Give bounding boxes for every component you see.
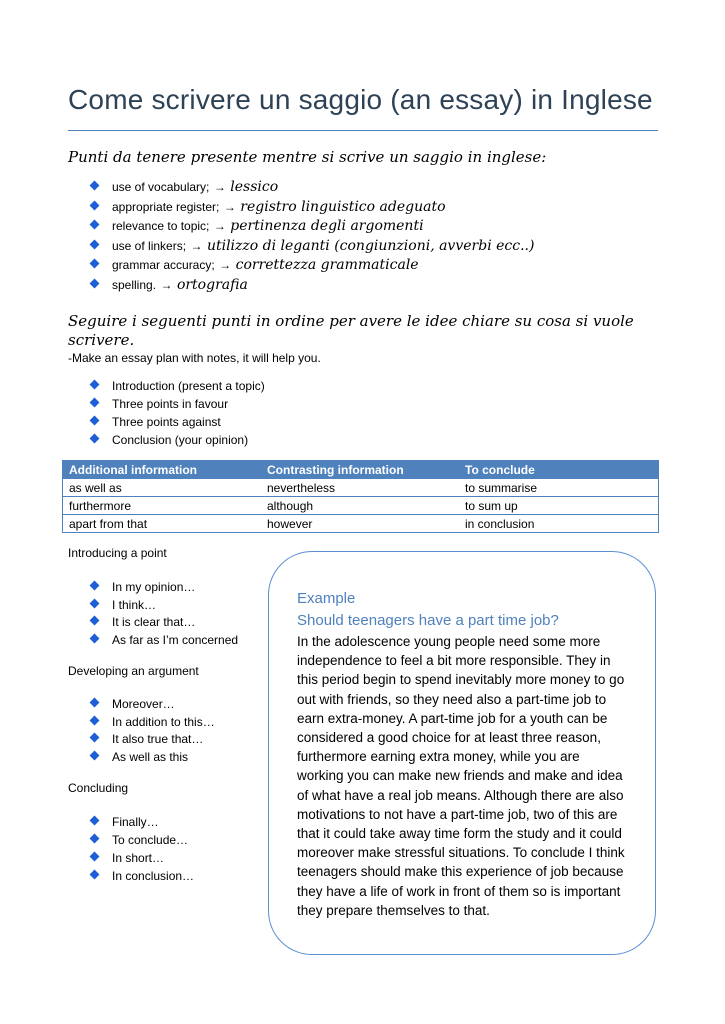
bullet-diamond-icon (90, 733, 100, 743)
table-header-row (63, 461, 659, 479)
bullet-diamond-icon (90, 259, 100, 269)
plan-list (68, 377, 265, 449)
list-item: grammar accuracy; → correttezza grammaticale (68, 256, 534, 276)
list-item: In short… (68, 849, 194, 867)
text-line: they prepare themselves to that. (297, 902, 490, 918)
list-item: Finally… (68, 813, 194, 831)
bullet-diamond-icon (90, 816, 100, 826)
example-question: Should teenagers have a part time job? (297, 612, 559, 629)
bullet-diamond-icon (90, 616, 100, 626)
list-item: It is clear that… (68, 613, 238, 631)
developing-label: Developing an argument (68, 664, 199, 678)
table-row (63, 515, 659, 533)
text-line: out with friends, so they need also a part-time job to (297, 691, 607, 707)
list-item: Conclusion (your opinion) (68, 431, 265, 449)
list-item: As far as I’m concerned (68, 631, 238, 649)
text-line: they have a life of work in front of them so is important (297, 883, 621, 899)
list-item: use of vocabulary; → lessico (68, 178, 534, 198)
bullet-diamond-icon (90, 398, 100, 408)
column-header: Contrasting information (261, 461, 459, 479)
table-row (63, 497, 659, 515)
bullet-diamond-icon (90, 220, 100, 230)
bullet-diamond-icon (90, 870, 100, 880)
developing-list (68, 695, 215, 765)
list-item: In my opinion… (68, 578, 238, 596)
arrow-right-icon: → (190, 238, 203, 253)
list-item: As well as this (68, 748, 215, 766)
text-line: earn extra-money. A part-time job for a youth can be (297, 710, 608, 726)
table-cell: to sum up (459, 497, 659, 515)
bullet-diamond-icon (90, 181, 100, 191)
arrow-right-icon: → (160, 277, 173, 292)
table-cell: although (261, 497, 459, 515)
list-item: Three points against (68, 413, 265, 431)
list-item: In addition to this… (68, 713, 215, 731)
section2-heading-line2: scrivere. (68, 331, 135, 349)
text-line: independence to feel a bit more responsible. They in (297, 653, 611, 669)
table-cell: in conclusion (459, 515, 659, 533)
list-item: In conclusion… (68, 867, 194, 885)
text-line: that it could take away time form the study and it could (297, 826, 622, 842)
table-cell: nevertheless (261, 479, 459, 497)
text-line: working you can make new friends and make and idea (297, 768, 623, 784)
arrow-right-icon: → (223, 199, 236, 214)
bullet-diamond-icon (90, 852, 100, 862)
list-item: appropriate register; → registro linguistico adeguato (68, 198, 534, 218)
linkers-table (62, 460, 659, 533)
text-line: considered a good choice for at least three reason, (297, 730, 601, 746)
concluding-label: Concluding (68, 781, 129, 795)
bullet-diamond-icon (90, 380, 100, 390)
introducing-label: Introducing a point (68, 546, 167, 560)
list-item: Introduction (present a topic) (68, 377, 265, 395)
table-cell: as well as (63, 479, 262, 497)
bullet-diamond-icon (90, 278, 100, 288)
introducing-list (68, 578, 238, 648)
bullet-diamond-icon (90, 581, 100, 591)
concluding-list (68, 813, 194, 885)
section2-heading-line1: Seguire i seguenti punti in ordine per avere le idee chiare su cosa si vuole (68, 312, 634, 330)
list-item: I think… (68, 596, 238, 614)
arrow-right-icon: → (213, 180, 226, 194)
section1-heading: Punti da tenere presente mentre si scrive un saggio in inglese: (68, 148, 547, 166)
criteria-list (68, 178, 534, 295)
list-item: spelling. → ortografia (68, 276, 534, 296)
text-line: teenagers should make this experience of job because (297, 864, 624, 880)
text-line: moreover make stressful situations. To conclude I think (297, 845, 625, 861)
arrow-right-icon: → (213, 219, 226, 233)
table-cell: furthermore (63, 497, 262, 515)
table-cell: apart from that (63, 515, 262, 533)
bullet-diamond-icon (90, 633, 100, 643)
bullet-diamond-icon (90, 239, 100, 249)
bullet-diamond-icon (90, 434, 100, 444)
list-item: relevance to topic; → pertinenza degli argomenti (68, 217, 534, 237)
list-item: To conclude… (68, 831, 194, 849)
essay-plan-note: -Make an essay plan with notes, it will help you. (68, 351, 321, 365)
table-cell: however (261, 515, 459, 533)
text-line: In the adolescence young people need some more (297, 634, 601, 649)
bullet-diamond-icon (90, 416, 100, 426)
text-line: of what have a real job means. Although there are also (297, 787, 624, 803)
example-text (297, 632, 642, 920)
table-row (63, 479, 659, 497)
bullet-diamond-icon (90, 834, 100, 844)
bullet-diamond-icon (90, 750, 100, 760)
example-label: Example (297, 590, 356, 607)
text-line: motivations to not have a part-time job, two of this are (297, 806, 618, 822)
table-cell: to summarise (459, 479, 659, 497)
list-item: use of linkers; → utilizzo di leganti (congiunzioni, avverbi ecc..) (68, 237, 534, 257)
bullet-diamond-icon (90, 598, 100, 608)
bullet-diamond-icon (90, 200, 100, 210)
arrow-right-icon: → (219, 258, 232, 272)
column-header: Additional information (63, 461, 262, 479)
page-title: Come scrivere un saggio (an essay) in Inglese (68, 84, 653, 115)
title-underline (68, 130, 658, 131)
list-item: Three points in favour (68, 395, 265, 413)
bullet-diamond-icon (90, 698, 100, 708)
list-item: It also true that… (68, 730, 215, 748)
text-line: this period begin to spend inevitably more money to go (297, 672, 625, 688)
text-line: furthermore earning extra money, while you are (297, 749, 580, 765)
column-header: To conclude (459, 461, 659, 479)
list-item: Moreover… (68, 695, 215, 713)
bullet-diamond-icon (90, 715, 100, 725)
